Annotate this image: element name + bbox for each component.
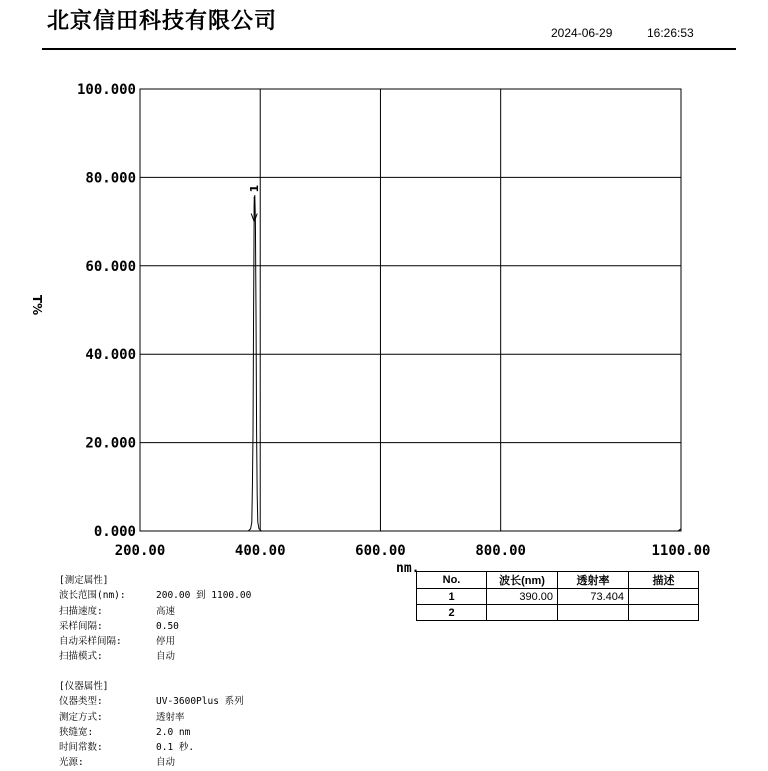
row-no: 1 <box>417 589 487 605</box>
property-key: 自动采样间隔: <box>59 636 122 648</box>
row-transmittance: 73.404 <box>558 589 629 605</box>
col-no: No. <box>417 572 487 589</box>
y-tick-label: 40.000 <box>85 347 136 364</box>
col-description: 描述 <box>629 572 699 589</box>
report-time: 16:26:53 <box>647 26 694 40</box>
property-value: 0.1 秒. <box>156 742 195 754</box>
property-value: 200.00 到 1100.00 <box>156 590 252 602</box>
property-row <box>59 619 251 634</box>
row-no: 2 <box>417 605 487 621</box>
property-key: 仪器类型: <box>59 696 103 708</box>
chart-grid <box>140 89 681 531</box>
instrument-properties-header: [仪器属性] <box>59 681 109 692</box>
report-date: 2024-06-29 <box>551 26 613 40</box>
property-key: 时间常数: <box>59 742 103 754</box>
peak-marker-label: 1 <box>248 184 262 193</box>
peak-table <box>416 571 699 621</box>
x-tick-label: 600.00 <box>355 543 406 559</box>
property-row <box>59 604 251 619</box>
property-row <box>59 694 244 709</box>
table-row <box>417 589 699 605</box>
x-tick-label: 200.00 <box>114 543 166 559</box>
property-key: 扫描模式: <box>59 651 103 663</box>
y-tick-label: 0.000 <box>93 524 136 540</box>
row-wavelength: 390.00 <box>487 589 558 605</box>
property-key: 光源: <box>59 757 84 769</box>
property-row <box>59 725 244 740</box>
property-row <box>59 649 251 664</box>
x-axis-label: nm. <box>396 561 420 576</box>
table-row <box>417 605 699 621</box>
property-row <box>59 634 251 649</box>
property-row <box>59 588 251 603</box>
property-value: 2.0 nm <box>156 726 191 738</box>
company-name: 北京信田科技有限公司 <box>47 9 278 34</box>
property-row <box>59 755 244 770</box>
y-tick-label: 100.000 <box>76 82 136 98</box>
x-tick-label: 1100.00 <box>651 543 711 559</box>
property-value: 停用 <box>156 636 176 648</box>
y-tick-label: 60.000 <box>85 258 136 275</box>
property-value: 自动 <box>156 757 176 769</box>
y-tick-labels <box>77 82 136 540</box>
property-value: 透射率 <box>156 711 185 723</box>
row-description <box>629 605 699 621</box>
y-tick-label: 20.000 <box>85 435 136 452</box>
col-wavelength: 波长(nm) <box>487 572 558 589</box>
property-key: 扫描速度: <box>59 605 103 617</box>
property-value: 0.50 <box>156 620 179 632</box>
row-wavelength <box>487 605 558 621</box>
y-tick-label: 80.000 <box>85 170 136 187</box>
property-key: 采样间隔: <box>59 620 103 632</box>
x-tick-label: 800.00 <box>475 543 526 559</box>
row-transmittance <box>558 605 629 621</box>
row-description <box>629 589 699 605</box>
property-key: 狭缝宽: <box>59 726 94 738</box>
property-row <box>59 740 244 755</box>
property-value: 高速 <box>156 605 176 617</box>
instrument-properties <box>59 679 244 771</box>
property-value: 自动 <box>156 651 176 663</box>
col-transmittance: 透射率 <box>558 572 629 589</box>
measure-properties <box>59 573 251 665</box>
y-axis-label: T% <box>30 294 44 316</box>
measure-properties-header: [测定属性] <box>59 575 109 586</box>
plot-frame <box>140 89 681 531</box>
property-key: 测定方式: <box>59 711 103 723</box>
x-tick-label: 400.00 <box>234 543 286 559</box>
property-value: UV-3600Plus 系列 <box>156 696 244 708</box>
property-row <box>59 710 244 725</box>
x-tick-labels <box>115 543 711 559</box>
property-key: 波长范围(nm): <box>59 590 126 602</box>
series-line <box>140 195 681 531</box>
